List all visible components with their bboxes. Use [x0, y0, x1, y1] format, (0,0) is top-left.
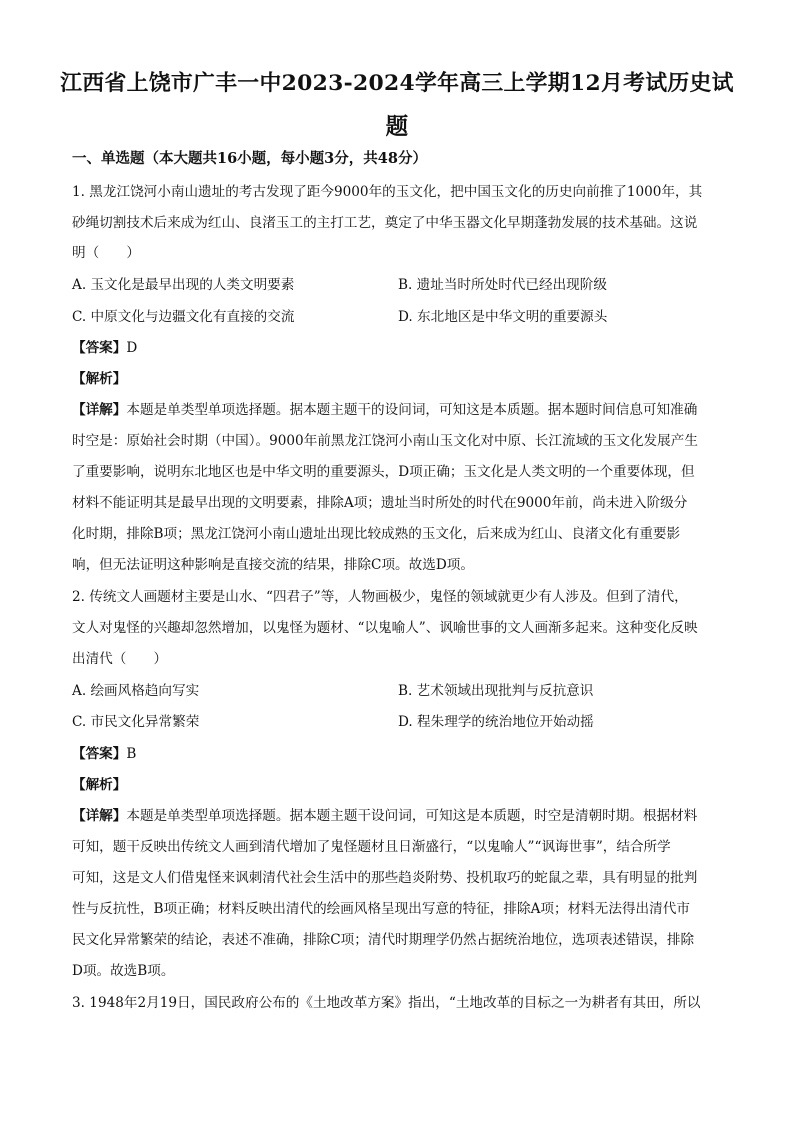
section-heading: 一、单选题（本大题共16小题，每小题3分，共48分）: [72, 150, 427, 167]
q2-answer: [72, 745, 136, 763]
q2-stem-line-3: 出清代（ ）: [72, 651, 168, 667]
q2-detail-line-5: 民文化异常繁荣的结论，表述不准确，排除C项；清代时期理学仍然占据统治地位，选项表述错误，排除: [72, 932, 695, 948]
q1-stem-line-2: 砂绳切割技术后来成为红山、良渚玉工的主打工艺，奠定了中华玉器文化早期蓬勃发展的技术基础。这说: [72, 215, 698, 231]
q1-option-b: B. 遗址当时所处时代已经出现阶级: [398, 277, 607, 293]
q1-stem-line-1: 1. 黑龙江饶河小南山遗址的考古发现了距今9000年的玉文化，把中国玉文化的历史向前推了1000年，其: [72, 184, 703, 200]
detail-text: 本题是单类型单项选择题。据本题主题干的设问词，可知这是本质题。据本题时间信息可知准确: [126, 402, 698, 418]
q1-stem-line-3: 明（ ）: [72, 245, 140, 261]
q1-option-c: C. 中原文化与边疆文化有直接的交流: [72, 309, 295, 325]
document-title-line-2: 题: [385, 114, 409, 140]
q1-detail-line-6: 响，但无法证明这种影响是直接交流的结果，排除C项。故选D项。: [72, 557, 474, 573]
q2-stem-line-1: 2. 传统文人画题材主要是山水、“四君子”等，人物画极少，鬼怪的领域就更少有人涉及。但到了清代，: [72, 589, 688, 605]
document-title-line-1: 江西省上饶市广丰一中2023-2024学年高三上学期12月考试历史试: [60, 70, 734, 96]
q2-detail-line-3: 可知，这是文人们借鬼怪来讽刺清代社会生活中的那些趋炎附势、投机取巧的蛇鼠之辈，具有明显的批判: [72, 870, 698, 886]
q1-analysis-tag: 【解析】: [72, 371, 127, 387]
detail-tag: 【详解】: [72, 402, 127, 418]
q2-detail-line-2: 可知，题干反映出传统文人画到清代增加了鬼怪题材且日渐盛行，“以鬼喻人”“讽诲世事”，结合所学: [72, 839, 671, 855]
detail-tag: 【详解】: [72, 808, 127, 824]
q2-stem-line-2: 文人对鬼怪的兴趣却忽然增加，以鬼怪为题材、“以鬼喻人”、讽喻世事的文人画渐多起来。这种变化反映: [72, 620, 698, 636]
q1-answer: [72, 339, 137, 357]
detail-text: 本题是单类型单项选择题。据本题主题干设问词，可知这是本质题，时空是清朝时期。根据材料: [126, 808, 698, 824]
answer-tag: 【答案】: [72, 340, 127, 356]
q1-detail-line-1: [72, 401, 697, 419]
q1-detail-line-3: 了重要影响，说明东北地区也是中华文明的重要源头，D项正确；玉文化是人类文明的一个重要体现，但: [72, 464, 695, 480]
answer-value: D: [126, 340, 138, 356]
q2-detail-line-1: [72, 807, 697, 825]
q1-detail-line-4: 材料不能证明其是最早出现的文明要素，排除A项；遗址当时所处的时代在9000年前，尚未进入阶级分: [72, 495, 688, 511]
q2-option-b: B. 艺术领域出现批判与反抗意识: [398, 683, 594, 699]
answer-value: B: [126, 746, 137, 762]
q1-option-d: D. 东北地区是中华文明的重要源头: [398, 309, 608, 325]
q3-stem-line-1: 3. 1948年2月19日，国民政府公布的《土地改革方案》指出，“土地改革的目标之一为耕者有其田，所以: [72, 995, 701, 1011]
q1-option-a: A. 玉文化是最早出现的人类文明要素: [72, 277, 295, 293]
q1-detail-line-5: 化时期，排除B项；黑龙江饶河小南山遗址出现比较成熟的玉文化，后来成为红山、良渚文化有重要影: [72, 526, 681, 542]
q2-detail-line-4: 性与反抗性，B项正确；材料反映出清代的绘画风格呈现出写意的特征，排除A项；材料无法得出清代市: [72, 901, 690, 917]
q2-option-d: D. 程朱理学的统治地位开始动摇: [398, 714, 594, 730]
q2-analysis-tag: 【解析】: [72, 777, 127, 793]
q2-detail-line-6: D项。故选B项。: [72, 963, 175, 979]
q1-detail-line-2: 时空是：原始社会时期（中国）。9000年前黑龙江饶河小南山玉文化对中原、长江流域的玉文化发展产生: [72, 433, 698, 449]
answer-tag: 【答案】: [72, 746, 127, 762]
q2-option-a: A. 绘画风格趋向写实: [72, 683, 200, 699]
q2-option-c: C. 市民文化异常繁荣: [72, 714, 200, 730]
